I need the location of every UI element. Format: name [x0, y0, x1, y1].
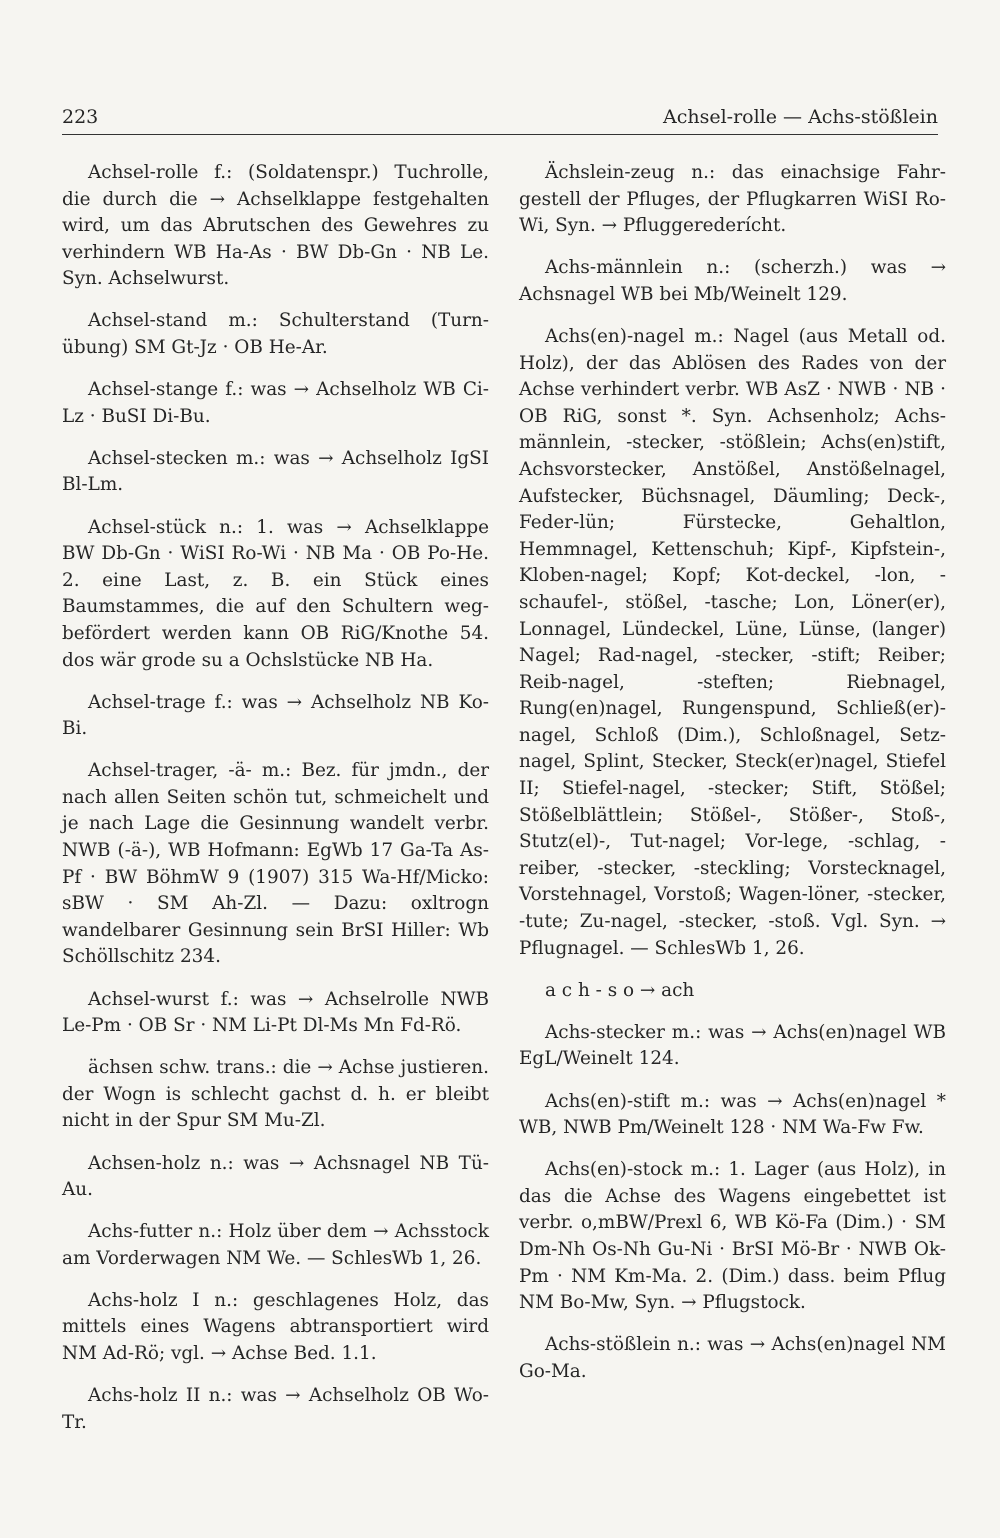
entry-lemma: Achsel-trage	[88, 691, 206, 713]
page-number: 223	[62, 106, 99, 128]
entry-lemma: Achs-stößlein	[545, 1334, 671, 1356]
entry-lemma: Achsel-trager, -ä-	[88, 760, 252, 782]
entry-lemma: Achs-futter	[88, 1221, 193, 1243]
dictionary-entry	[519, 160, 946, 240]
entry-definition: n.: das einachsige Fahrgestell der Pfluges, der Pflugkarren WiSI Ro-Wi, Syn. → Pfluggerederícht.	[519, 162, 946, 237]
dictionary-entry	[62, 1055, 489, 1135]
entry-lemma: Achs(en)-stock	[545, 1159, 683, 1181]
dictionary-entry	[62, 1151, 489, 1204]
entry-lemma: Achsel-rolle	[88, 162, 199, 183]
dictionary-entry	[519, 1020, 946, 1073]
entry-definition: f.: (Soldatenspr.) Tuchrolle, die durch die → Achselklappe festgehalten wird, um das Abrutschen des Gewehres zu verhindern WB Ha-As · BW Db-Gn · NB Le. Syn. Achselwurst.	[62, 162, 489, 290]
dictionary-entry	[62, 308, 489, 361]
entry-definition: m.: Nagel (aus Metall od. Holz), der das Ablösen des Rades von der Achse verhindert verbr. WB AsZ · NWB · NB · OB RiG, sonst *. Syn. Achsenholz; Achs-männlein, -stecker, -stößlein; Achs(en)stift, Achsvorstecker, Anstößel, Anstößelnagel, Aufstecker, Büchsnagel, Däumling; Deck-, Feder-lün; Fürstecke, Gehaltlon, Hemmnagel, Kettenschuh; Kipf-, Kipfstein-, Kloben-nagel; Kopf; Kot-deckel, -lon, -schaufel-, stößel, -tasche; Lon, Löner(er), Lonnagel, Lündeckel, Lüne, Lünse, (langer) Nagel; Rad-nagel, -stecker, -stift; Reiber; Reib-nagel, -steften; Riebnagel, Rung(en)nagel, Rungenspund, Schließ(er)nagel, Schloß (Dim.), Schloßnagel, Setznagel, Splint, Stecker, Steck(er)nagel, Stiefel II; Stiefel-nagel, -stecker; Stift, Stößel; Stößelblättlein; Stößel-, Stößer-, Stoß-, Stutz(el)-, Tut-nagel; Vor-lege, -schlag, -reiber, -stecker, -steckling; Vorstecknagel, Vorstehnagel, Vorstoß; Wagen-löner, -stecker, -tute; Zu-nagel, -stecker, -stoß. Vgl. Syn. → Pflugnagel. — SchlesWb 1, 26.	[519, 325, 946, 959]
dictionary-entry	[519, 1089, 946, 1142]
entry-lemma: Achs(en)-nagel	[545, 325, 685, 347]
dictionary-entry	[519, 978, 946, 1005]
entry-lemma: Achsel-stecken	[88, 447, 228, 469]
entry-definition: f.: was → Achselholz WB Ci-Lz · BuSI Di-Bu.	[62, 379, 489, 427]
entry-definition: n.: geschlagenes Holz, das mittels eines Wagens abtransportiert wird NM Ad-Rö; vgl. → Achse Bed. 1.1.	[62, 1289, 489, 1365]
entry-lemma: Achsel-wurst	[88, 988, 210, 1010]
right-column	[519, 160, 946, 1401]
dictionary-entry	[519, 1332, 946, 1385]
entry-definition: n.: Holz über dem → Achsstock am Vorderwagen NM We. — SchlesWb 1, 26.	[62, 1221, 489, 1269]
page-header	[62, 104, 938, 135]
entry-definition: m.: 1. Lager (aus Holz), in das die Achse des Wagens eingebettet ist verbr. o,mBW/Prexl 6, WB Kö-Fa (Dim.) · SM Dm-Nh Os-Nh Gu-Ni · BrSI Mö-Br · NWB Ok-Pm · NM Km-Ma. 2. (Dim.) dass. beim Pflug NM Bo-Mw, Syn. → Pflugstock.	[519, 1159, 946, 1314]
dictionary-entry	[519, 1157, 946, 1317]
left-column	[62, 160, 489, 1452]
dictionary-entry	[62, 160, 489, 293]
entry-definition: n.: was → Achs(en)nagel NM Go-Ma.	[519, 1334, 946, 1382]
entry-lemma: Achs-stecker	[545, 1021, 665, 1043]
entry-lemma: Achs(en)-stift	[545, 1090, 671, 1112]
dictionary-entry	[62, 758, 489, 971]
entry-definition: m.: Bez. für jmdn., der nach allen Seiten schön tut, schmeichelt und je nach Lage die Gesinnung wandelt verbr. NWB (-ä-), WB Hofmann: EgWb 17 Ga-Ta As-Pf · BW BöhmW 9 (1907) 315 Wa-Hf/Micko: sBW · SM Ah-Zl. — Dazu: oxltrogn wandelbarer Gesinnung sein BrSI Hiller: Wb Schöllschitz 234.	[62, 760, 490, 968]
entry-lemma: Achs-männlein	[545, 257, 683, 279]
entry-definition: n.: was → Achsnagel NB Tü-Au.	[62, 1152, 489, 1201]
entry-lemma: Achsel-stück	[88, 516, 206, 538]
dictionary-entry	[62, 377, 489, 430]
entry-lemma: Achsel-stand	[88, 310, 208, 332]
entry-definition: m.: was → Achs(en)nagel * WB, NWB Pm/Weinelt 128 · NM Wa-Fw Fw.	[519, 1090, 946, 1139]
dictionary-entry	[62, 1383, 489, 1436]
dictionary-entry	[62, 446, 489, 499]
entry-definition: m.: was → Achs(en)nagel WB EgL/Weinelt 124.	[519, 1021, 946, 1070]
entry-definition: f.: was → Achselrolle NWB Le-Pm · OB Sr · NM Li-Pt Dl-Ms Mn Fd-Rö.	[62, 988, 489, 1037]
entry-definition: n.: was → Achselholz OB Wo-Tr.	[62, 1385, 489, 1433]
dictionary-entry	[62, 690, 489, 743]
dictionary-entry	[62, 1219, 489, 1272]
dictionary-entry	[62, 515, 489, 675]
dictionary-entry	[62, 987, 489, 1040]
entry-lemma: Achsen-holz	[88, 1152, 201, 1174]
dictionary-entry	[519, 324, 946, 962]
entry-definition: m.: Schulterstand (Turnübung) SM Gt-Jz · OB He-Ar.	[62, 310, 489, 359]
dictionary-entry	[62, 1288, 489, 1368]
entry-definition: n.: (scherzh.) was → Achsnagel WB bei Mb/Weinelt 129.	[519, 257, 946, 305]
entry-definition: n.: 1. was → Achselklappe BW Db-Gn · WiSI Ro-Wi · NB Ma · OB Po-He. 2. eine Last, z. B. ein Stück eines Baumstammes, die auf den Schultern wegbefördert werden kann OB RiG/Knothe 54. dos wär grode su a Ochslstücke NB Ha.	[62, 516, 489, 671]
entry-lemma: Ächslein-zeug	[545, 162, 675, 183]
entry-lemma: Achsel-stange	[88, 379, 219, 401]
entry-definition: m.: was → Achselholz IgSI Bl-Lm.	[62, 447, 489, 496]
entry-lemma: ächsen	[88, 1057, 154, 1079]
entry-lemma: a c h - s o	[545, 979, 635, 1001]
entry-definition: schw. trans.: die → Achse justieren. der Wogn is schlecht gachst d. h. er bleibt nicht in der Spur SM Mu-Zl.	[62, 1057, 489, 1132]
dictionary-entry	[519, 255, 946, 308]
entry-definition: → ach	[634, 979, 695, 1001]
running-head: Achsel-rolle — Achs-stößlein	[662, 106, 938, 128]
entry-lemma: Achs-holz I	[88, 1289, 200, 1311]
entry-definition: f.: was → Achselholz NB Ko-Bi.	[62, 691, 489, 740]
entry-lemma: Achs-holz II	[88, 1385, 201, 1407]
